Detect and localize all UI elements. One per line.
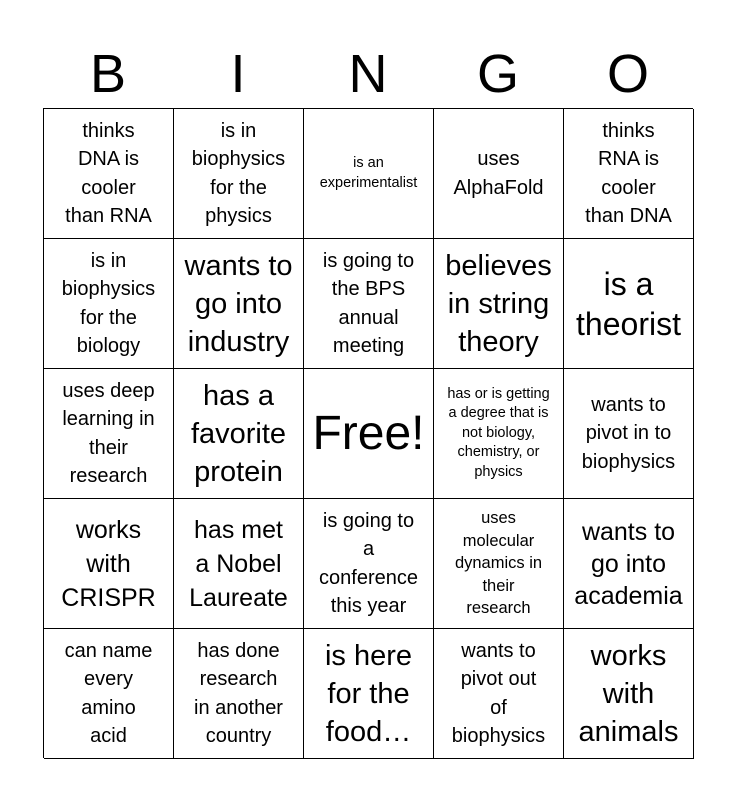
cell-text: is here for the food… bbox=[324, 639, 413, 748]
bingo-cell-g4[interactable] bbox=[434, 499, 564, 629]
cell-text: is a theorist bbox=[576, 265, 681, 342]
bingo-cell-i1[interactable] bbox=[174, 109, 304, 239]
header-letter-g: G bbox=[476, 44, 519, 104]
bingo-cell-g1[interactable] bbox=[434, 109, 564, 239]
cell-text: is going to a conference this year bbox=[319, 509, 418, 617]
bingo-cell-i5[interactable] bbox=[174, 629, 304, 759]
bingo-cell-n4[interactable] bbox=[304, 499, 434, 629]
header-letter-i: I bbox=[230, 44, 246, 104]
free-space-text: Free! bbox=[312, 406, 425, 460]
cell-text: works with CRISPR bbox=[61, 515, 156, 612]
cell-text: believes in string theory bbox=[445, 249, 552, 358]
cell-text: is in biophysics for the physics bbox=[191, 119, 286, 227]
cell-text: uses deep learning in their research bbox=[62, 379, 155, 487]
bingo-cell-o3[interactable] bbox=[564, 369, 694, 499]
cell-text: has done research in another country bbox=[194, 639, 283, 747]
header-letter-n: N bbox=[348, 44, 388, 104]
bingo-cell-o5[interactable] bbox=[564, 629, 694, 759]
header-letter-o: O bbox=[606, 44, 649, 104]
cell-text: thinks RNA is cooler than DNA bbox=[585, 119, 672, 227]
bingo-cell-o4[interactable] bbox=[564, 499, 694, 629]
bingo-cell-i4[interactable] bbox=[174, 499, 304, 629]
header-letter-b: B bbox=[89, 44, 127, 104]
bingo-board bbox=[43, 108, 693, 758]
bingo-cell-i3[interactable] bbox=[174, 369, 304, 499]
cell-text: is going to the BPS annual meeting bbox=[322, 249, 415, 357]
bingo-cell-i2[interactable] bbox=[174, 239, 304, 369]
bingo-header bbox=[43, 40, 693, 108]
cell-text: is an experimentalist bbox=[319, 155, 418, 191]
bingo-cell-n1[interactable] bbox=[304, 109, 434, 239]
bingo-cell-b2[interactable] bbox=[44, 239, 174, 369]
cell-text: uses AlphaFold bbox=[453, 148, 544, 199]
bingo-cell-b5[interactable] bbox=[44, 629, 174, 759]
cell-text: wants to go into academia bbox=[574, 517, 683, 610]
cell-text: uses molecular dynamics in their research bbox=[454, 509, 543, 618]
cell-text: has a favorite protein bbox=[190, 379, 287, 488]
bingo-cell-b3[interactable] bbox=[44, 369, 174, 499]
cell-text: has met a Nobel Laureate bbox=[189, 515, 288, 612]
cell-text: wants to pivot out of biophysics bbox=[451, 639, 546, 747]
bingo-cell-g2[interactable] bbox=[434, 239, 564, 369]
cell-text: wants to go into industry bbox=[184, 249, 293, 358]
bingo-cell-n2[interactable] bbox=[304, 239, 434, 369]
bingo-cell-b4[interactable] bbox=[44, 499, 174, 629]
cell-text: wants to pivot in to biophysics bbox=[581, 393, 676, 473]
bingo-cell-b1[interactable] bbox=[44, 109, 174, 239]
bingo-cell-g5[interactable] bbox=[434, 629, 564, 759]
bingo-cell-n5[interactable] bbox=[304, 629, 434, 759]
cell-text: has or is getting a degree that is not biology, chemistry, or physics bbox=[447, 385, 550, 480]
bingo-cell-o2[interactable] bbox=[564, 239, 694, 369]
cell-text: thinks DNA is cooler than RNA bbox=[65, 119, 152, 227]
bingo-cell-free[interactable] bbox=[304, 369, 434, 499]
cell-text: can name every amino acid bbox=[64, 639, 153, 747]
bingo-cell-o1[interactable] bbox=[564, 109, 694, 239]
bingo-cell-g3[interactable] bbox=[434, 369, 564, 499]
cell-text: is in biophysics for the biology bbox=[61, 249, 156, 357]
cell-text: works with animals bbox=[578, 639, 679, 748]
